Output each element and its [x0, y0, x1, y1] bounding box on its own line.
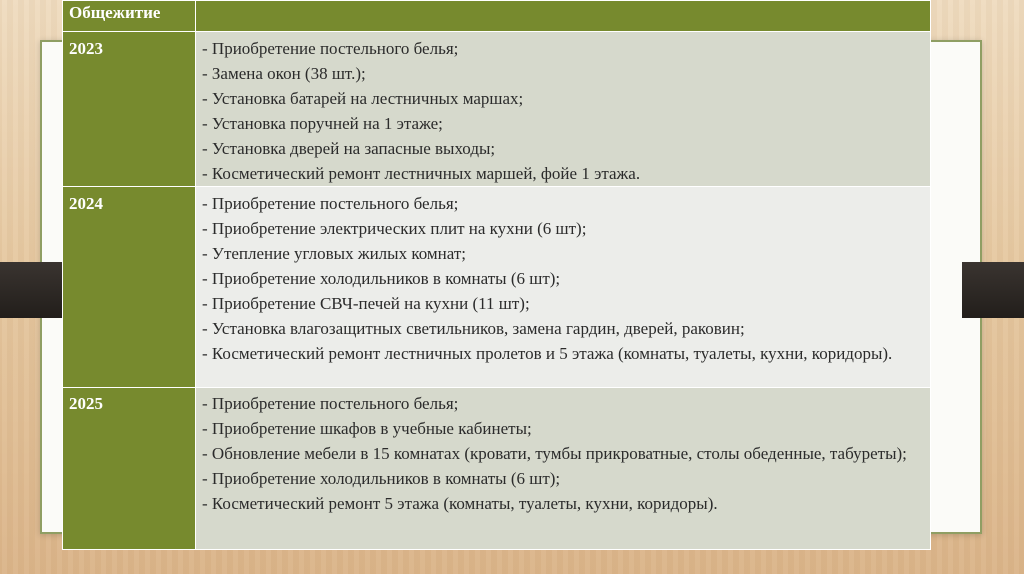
list-item: - Косметический ремонт лестничных пролетов и 5 этажа (комнаты, туалеты, кухни, коридоры). [202, 344, 893, 363]
list-item: - Установка влагозащитных светильников, замена гардин, дверей, раковин; [202, 319, 745, 338]
list-item: - Установка поручней на 1 этаже; [202, 114, 443, 133]
list-item: - Приобретение электрических плит на кухни (6 шт); [202, 219, 587, 238]
works-cell [196, 388, 931, 550]
year-cell: 2023 [63, 32, 196, 187]
list-item: - Приобретение шкафов в учебные кабинеты; [202, 419, 532, 438]
list-item: - Установка батарей на лестничных маршах; [202, 89, 524, 108]
year-cell: 2024 [63, 187, 196, 388]
list-item: - Установка дверей на запасные выходы; [202, 139, 496, 158]
list-item: - Приобретение постельного белья; [202, 194, 459, 213]
list-item: - Косметический ремонт лестничных маршей, фойе 1 этажа. [202, 164, 641, 183]
list-item: - Обновление мебели в 15 комнатах (кровати, тумбы прикроватные, столы обеденные, табуреты); [202, 444, 907, 463]
table-row [63, 388, 931, 550]
year-cell: 2025 [63, 388, 196, 550]
decorative-bar-right [962, 262, 1024, 318]
list-item: - Приобретение СВЧ-печей на кухни (11 шт); [202, 294, 530, 313]
list-item: - Утепление угловых жилых комнат; [202, 244, 467, 263]
table-header-row [63, 1, 931, 32]
dormitory-works-table [62, 0, 931, 550]
header-dormitory: Общежитие [63, 1, 196, 32]
list-item: - Замена окон (38 шт.); [202, 64, 366, 83]
list-item: - Приобретение постельного белья; [202, 394, 459, 413]
table-row [63, 32, 931, 187]
list-item: - Приобретение холодильников в комнаты (6 шт); [202, 269, 561, 288]
header-empty [196, 1, 931, 32]
list-item: - Косметический ремонт 5 этажа (комнаты, туалеты, кухни, коридоры). [202, 494, 718, 513]
works-cell [196, 32, 931, 187]
list-item: - Приобретение холодильников в комнаты (6 шт); [202, 469, 561, 488]
decorative-bar-left [0, 262, 62, 318]
works-cell [196, 187, 931, 388]
list-item: - Приобретение постельного белья; [202, 39, 459, 58]
table-row [63, 187, 931, 388]
